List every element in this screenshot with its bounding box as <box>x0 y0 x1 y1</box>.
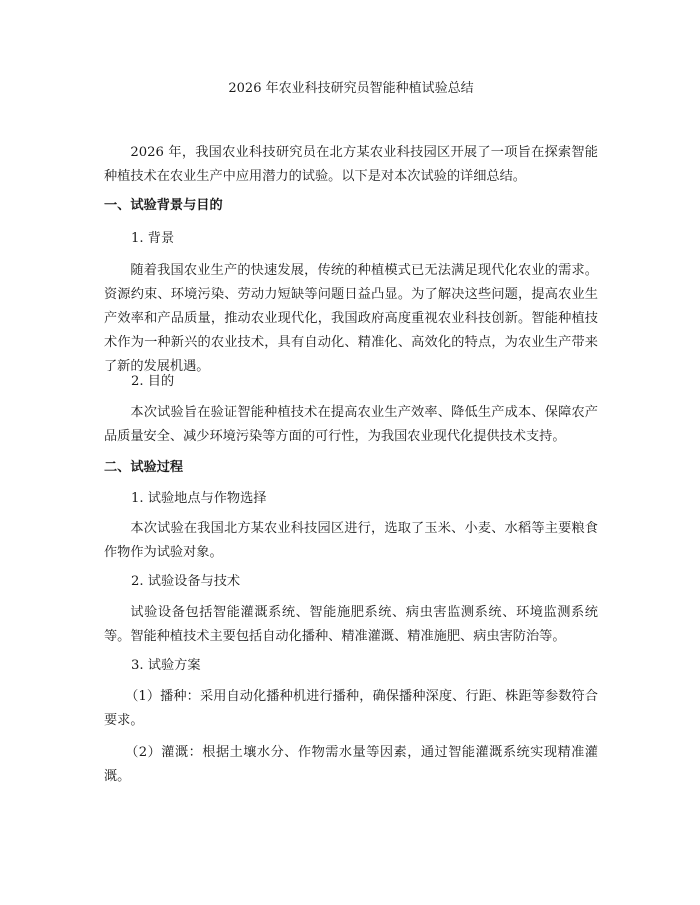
section-heading-background-purpose: 一、试验背景与目的 <box>104 198 223 213</box>
subheading-background: 1. 背景 <box>131 231 175 246</box>
subheading-scheme: 3. 试验方案 <box>131 658 201 673</box>
scheme-item-irrigation: （2）灌溉：根据土壤水分、作物需水量等因素，通过智能灌溉系统实现精准灌溉。 <box>104 745 598 784</box>
subheading-site-crops: 1. 试验地点与作物选择 <box>131 491 267 506</box>
subheading-purpose: 2. 目的 <box>131 374 175 389</box>
intro-paragraph: 2026 年，我国农业科技研究员在北方某农业科技园区开展了一项旨在探索智能种植技术在农业生产中应用潜力的试验。以下是对本次试验的详细总结。 <box>104 145 598 184</box>
document-title: 2026 年农业科技研究员智能种植试验总结 <box>228 81 474 96</box>
scheme-item-sowing: （1）播种：采用自动化播种机进行播种，确保播种深度、行距、株距等参数符合要求。 <box>104 689 598 728</box>
purpose-paragraph: 本次试验旨在验证智能种植技术在提高农业生产效率、降低生产成本、保障农产品质量安全、减少环境污染等方面的可行性，为我国农业现代化提供技术支持。 <box>104 405 598 444</box>
equipment-tech-paragraph: 试验设备包括智能灌溉系统、智能施肥系统、病虫害监测系统、环境监测系统等。智能种植技术主要包括自动化播种、精准灌溉、精准施肥、病虫害防治等。 <box>104 605 598 644</box>
background-paragraph: 随着我国农业生产的快速发展，传统的种植模式已无法满足现代化农业的需求。资源约束、环境污染、劳动力短缺等问题日益凸显。为了解决这些问题，提高农业生产效率和产品质量，推动农业现代化，我国政府高度重视农业科技创新。智能种植技术作为一种新兴的农业技术，具有自动化、精准化、高效化的特点，为农业生产带来了新的发展机遇。 <box>104 263 598 374</box>
site-crops-paragraph: 本次试验在我国北方某农业科技园区进行，选取了玉米、小麦、水稻等主要粮食作物作为试验对象。 <box>104 521 598 560</box>
section-heading-process: 二、试验过程 <box>104 460 184 475</box>
subheading-equipment-tech: 2. 试验设备与技术 <box>131 574 241 589</box>
